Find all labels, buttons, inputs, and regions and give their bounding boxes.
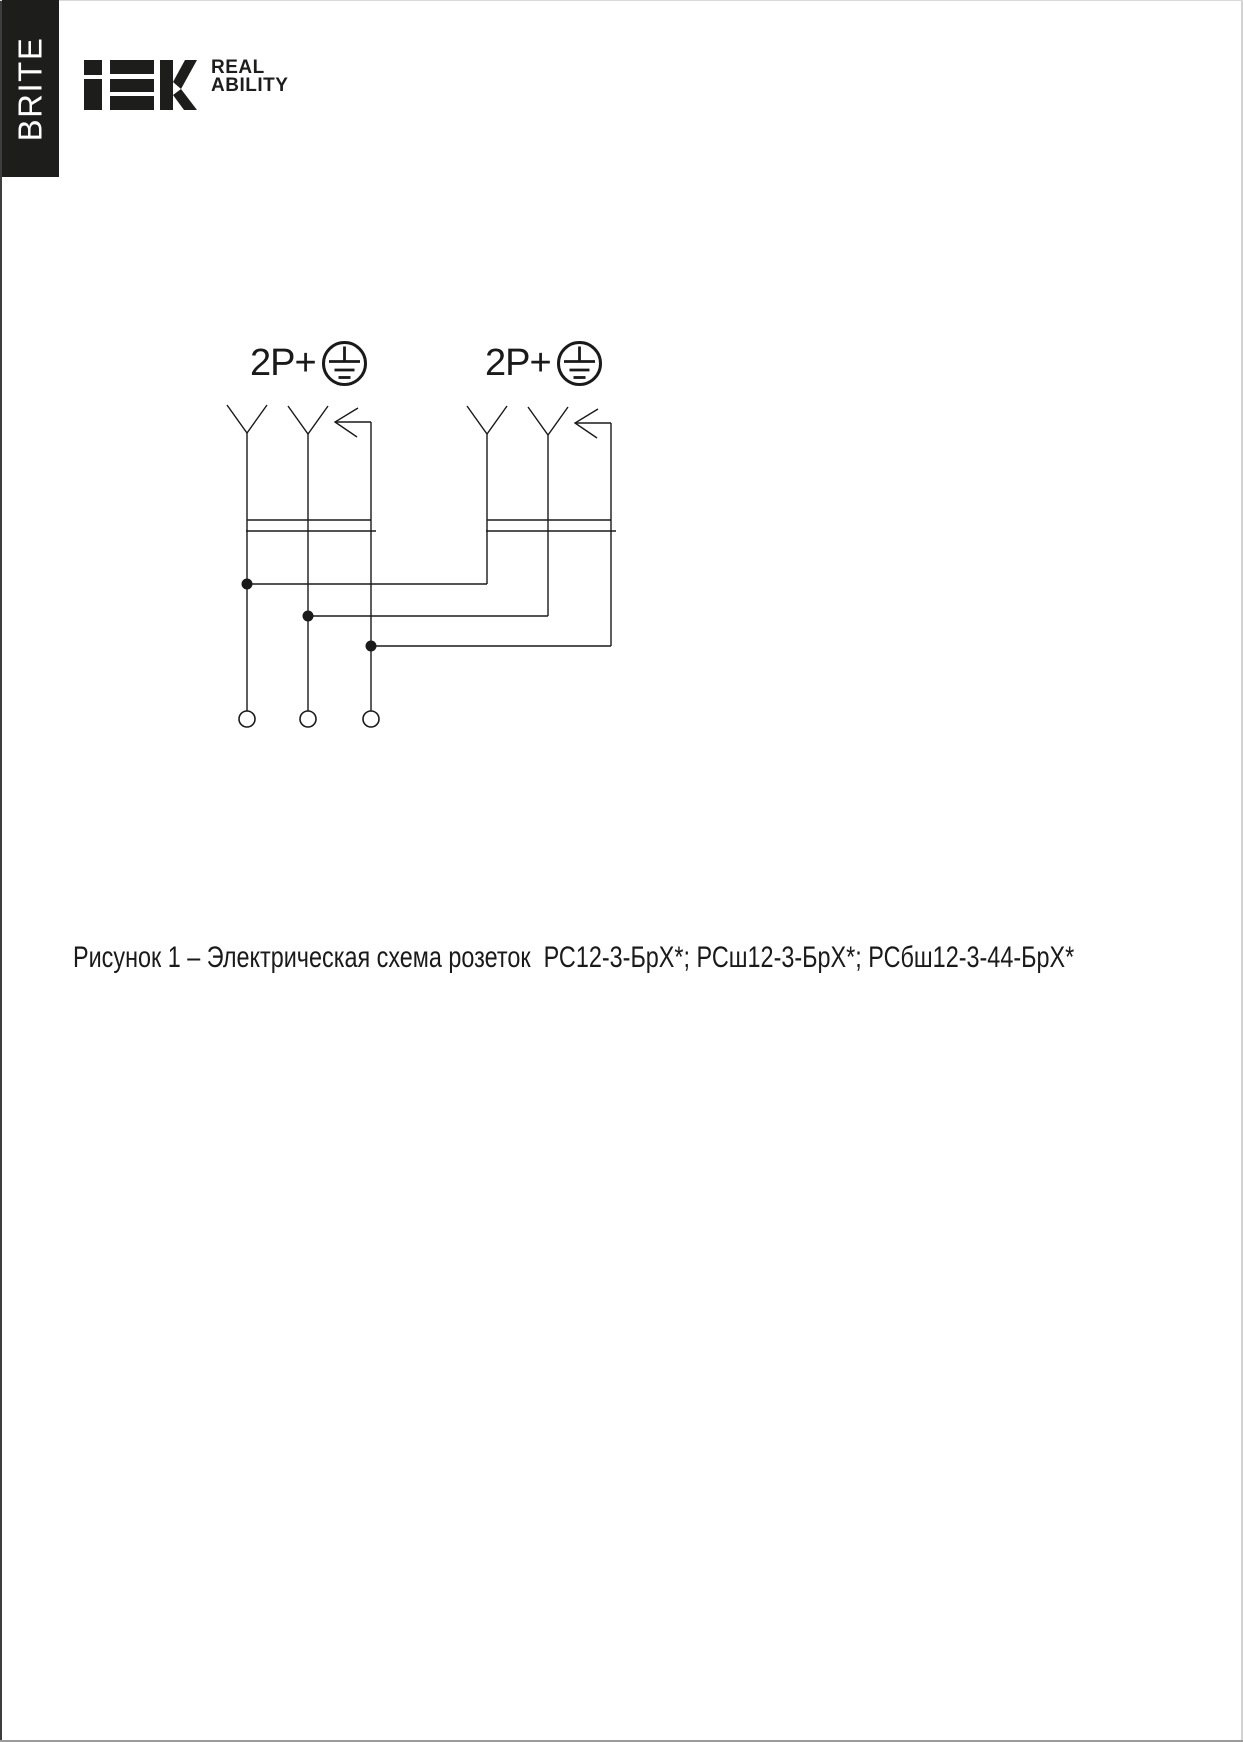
brite-series-label: BRITE xyxy=(11,36,49,141)
brand-tagline-line2: ABILITY xyxy=(211,75,289,96)
brand-tagline-line1: REAL xyxy=(211,57,265,78)
junction-dots xyxy=(242,579,377,652)
socket-label-right-text: 2P+ xyxy=(485,342,551,384)
socket-label-right xyxy=(485,340,603,387)
right-socket-contacts xyxy=(467,406,616,646)
link-wires xyxy=(247,584,611,646)
earth-ground-in-circle-icon xyxy=(556,340,603,387)
socket-label-left xyxy=(250,340,368,387)
socket-label-left-text: 2P+ xyxy=(250,342,316,384)
figure-caption: Рисунок 1 – Электрическая схема розеток РС12-3-БрХ*; РСш12-3-БрХ*; РСбш12-3-44-БрХ* xyxy=(73,941,1075,974)
supply-terminals xyxy=(239,711,379,727)
left-socket-contacts xyxy=(227,405,376,711)
earth-ground-in-circle-icon xyxy=(321,340,368,387)
